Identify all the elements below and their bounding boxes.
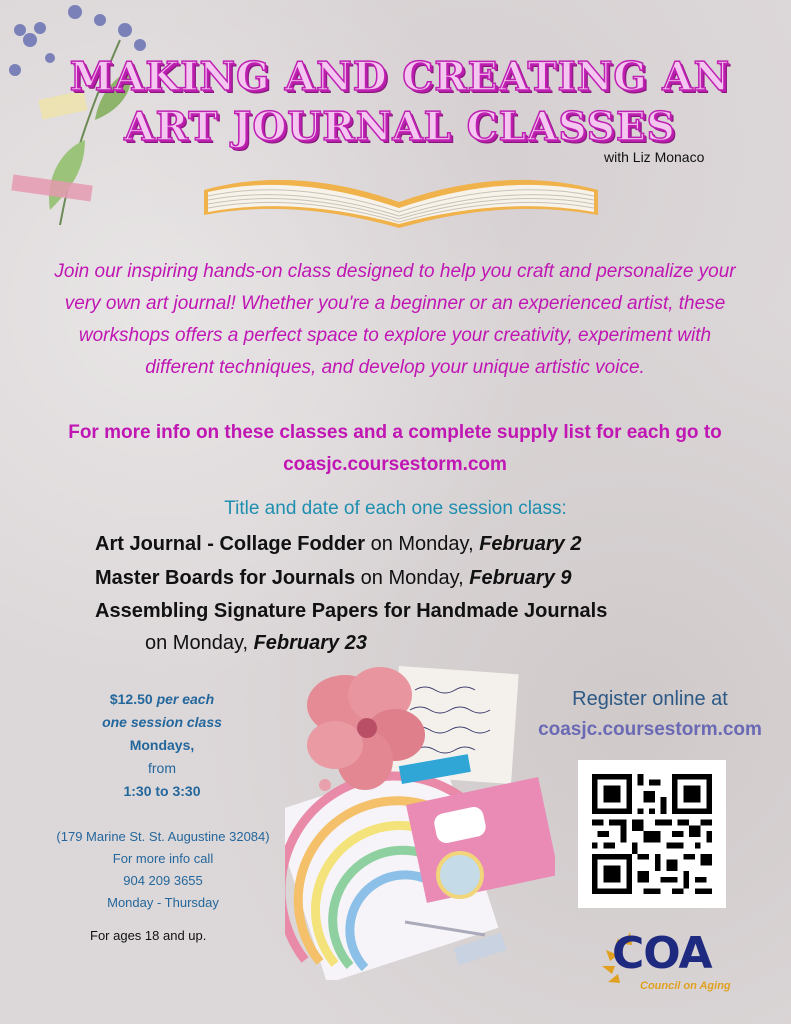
address: (179 Marine St. St. Augustine 32084) xyxy=(56,829,270,844)
supply-list-info: For more info on these classes and a complete supply list for each go to coasjc.coursestorm.com xyxy=(68,422,722,475)
class-day: on Monday, xyxy=(360,567,464,589)
class-description: Join our inspiring hands-on class designed to help you craft and personalize your very own art journal! Whether you're a beginner or an experienced artist, these workshops offers a perfect space to explore your creativity, experiment with different techniques, and develop your unique artistic voice. xyxy=(54,261,736,378)
register-label: Register online at xyxy=(572,688,728,710)
class-item xyxy=(95,527,581,561)
art-journal-collage-image xyxy=(285,660,555,980)
office-days: Monday - Thursday xyxy=(107,895,219,910)
open-book-illustration xyxy=(194,160,608,232)
class-title: Master Boards for Journals xyxy=(95,567,356,589)
register-link[interactable]: coasjc.coursestorm.com xyxy=(538,719,762,740)
class-title: Art Journal - Collage Fodder xyxy=(95,533,366,555)
contact-block xyxy=(28,826,298,914)
schedule-heading: Title and date of each one session class: xyxy=(224,498,567,519)
age-requirement: For ages 18 and up. xyxy=(90,928,207,943)
title-line-1: MAKING AND CREATING AN xyxy=(69,54,731,100)
per-class: one session class xyxy=(102,714,222,730)
class-date: February 9 xyxy=(469,567,572,589)
class-item-date-line xyxy=(145,626,367,660)
class-day-label: Mondays, xyxy=(129,737,195,753)
title-line-2: ART JOURNAL CLASSES xyxy=(124,104,676,150)
class-title: Assembling Signature Papers for Handmade Journals xyxy=(95,600,608,622)
qr-code-icon xyxy=(592,774,712,894)
class-time: 1:30 to 3:30 xyxy=(123,783,201,799)
page-title xyxy=(40,52,760,152)
class-date: February 2 xyxy=(479,533,582,555)
price-block xyxy=(62,688,262,803)
price-suffix: per each xyxy=(156,691,215,707)
price: $12.50 xyxy=(109,691,153,707)
class-item xyxy=(95,594,607,628)
class-day: on Monday, xyxy=(145,632,249,654)
info-call-label: For more info call xyxy=(112,851,214,866)
coa-logo-subtitle: Council on Aging xyxy=(640,980,731,992)
qr-code[interactable] xyxy=(578,760,726,908)
class-date: February 23 xyxy=(253,632,367,654)
coa-logo: COA xyxy=(612,928,712,979)
from-label: from xyxy=(148,760,176,776)
class-day: on Monday, xyxy=(370,533,474,555)
phone-number: 904 209 3655 xyxy=(123,873,203,888)
class-item xyxy=(95,561,572,595)
instructor-credit: with Liz Monaco xyxy=(604,149,705,165)
